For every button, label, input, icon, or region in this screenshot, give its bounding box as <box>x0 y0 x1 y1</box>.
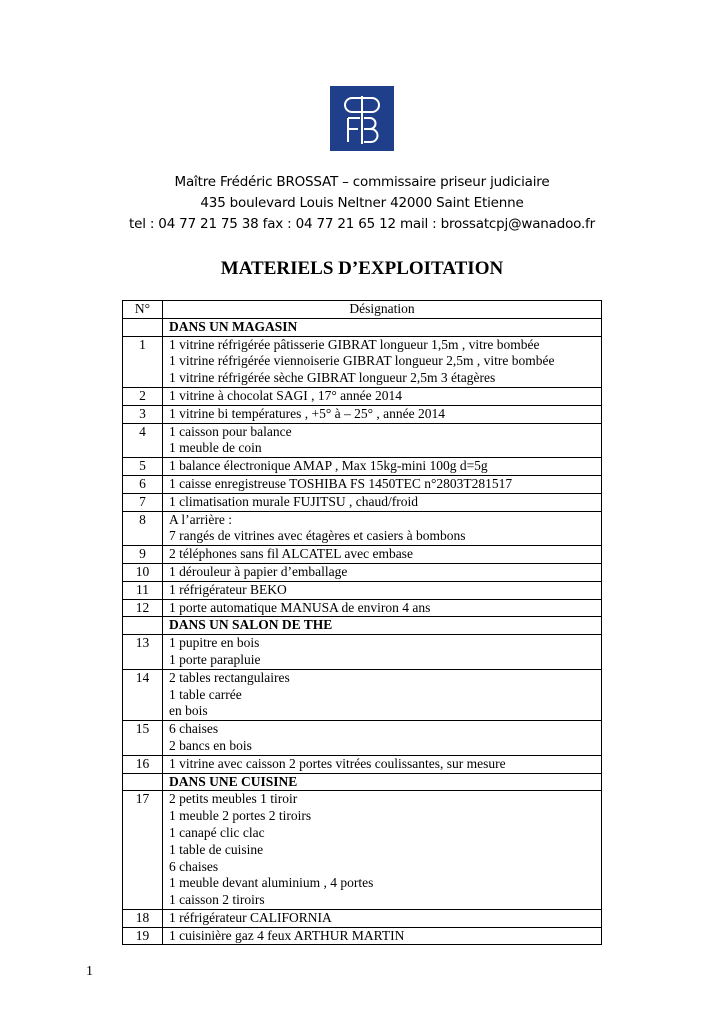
section-heading: DANS UN MAGASIN <box>163 318 602 336</box>
item-designation <box>163 909 602 927</box>
table-row <box>123 581 602 599</box>
header-address-line: 435 boulevard Louis Neltner 42000 Saint Etienne <box>200 195 524 211</box>
item-designation <box>163 475 602 493</box>
item-designation <box>163 387 602 405</box>
item-designation <box>163 927 602 945</box>
table-row <box>123 927 602 945</box>
designation-line: 1 climatisation murale FUJITSU , chaud/froid <box>169 493 418 509</box>
item-designation <box>163 635 602 670</box>
item-designation <box>163 546 602 564</box>
item-number: 9 <box>123 546 163 564</box>
item-number: 14 <box>123 669 163 720</box>
designation-line: 7 rangés de vitrines avec étagères et casiers à bombons <box>169 528 466 544</box>
designation-line: 2 téléphones sans fil ALCATEL avec embase <box>169 546 413 562</box>
designation-line: 1 cuisinière gaz 4 feux ARTHUR MARTIN <box>169 927 405 943</box>
designation-line: 1 caisse enregistreuse TOSHIBA FS 1450TEC n°2803T281517 <box>169 475 513 491</box>
designation-line: 1 meuble devant aluminium , 4 portes <box>169 875 374 891</box>
item-number: 19 <box>123 927 163 945</box>
document-title: MATERIELS D’EXPLOITATION <box>220 258 504 279</box>
item-designation <box>163 336 602 387</box>
item-number: 15 <box>123 721 163 756</box>
table-header-row <box>123 301 602 319</box>
designation-line: en bois <box>169 703 208 719</box>
designation-line: 1 caisson 2 tiroirs <box>169 892 265 908</box>
item-designation <box>163 721 602 756</box>
header-contact-line: tel : 04 77 21 75 38 fax : 04 77 21 65 12 mail : brossatcpj@wanadoo.fr <box>129 216 595 232</box>
column-header-designation: Désignation <box>163 301 602 319</box>
table-row <box>123 493 602 511</box>
item-number: 4 <box>123 423 163 458</box>
designation-line: 1 dérouleur à papier d’emballage <box>169 563 348 579</box>
section-row <box>123 318 602 336</box>
page-number: 1 <box>86 964 93 979</box>
table-row <box>123 458 602 476</box>
designation-line: A l’arrière : <box>169 511 232 527</box>
designation-line: 1 vitrine réfrigérée pâtisserie GIBRAT longueur 1,5m , vitre bombée <box>169 336 540 352</box>
item-number: 3 <box>123 405 163 423</box>
designation-line: 2 bancs en bois <box>169 737 252 753</box>
designation-line: 1 réfrigérateur BEKO <box>169 581 287 597</box>
section-heading: DANS UNE CUISINE <box>163 773 602 791</box>
section-number-cell <box>123 318 163 336</box>
column-header-number: N° <box>123 301 163 319</box>
section-number-cell <box>123 773 163 791</box>
item-number: 16 <box>123 755 163 773</box>
equipment-table <box>122 300 602 945</box>
designation-line: 6 chaises <box>169 858 219 874</box>
table-row <box>123 669 602 720</box>
item-designation <box>163 791 602 910</box>
item-designation <box>163 669 602 720</box>
designation-line: 1 vitrine réfrigérée sèche GIBRAT longueur 2,5m 3 étagères <box>169 370 496 386</box>
table-row <box>123 546 602 564</box>
designation-line: 2 petits meubles 1 tiroir <box>169 791 298 807</box>
item-designation <box>163 563 602 581</box>
designation-line: 1 porte automatique MANUSA de environ 4 ans <box>169 599 431 615</box>
item-designation <box>163 511 602 546</box>
item-number: 1 <box>123 336 163 387</box>
designation-line: 1 pupitre en bois <box>169 635 260 651</box>
table-row <box>123 387 602 405</box>
item-number: 18 <box>123 909 163 927</box>
item-designation <box>163 405 602 423</box>
designation-line: 1 vitrine bi températures , +5° à – 25° , année 2014 <box>169 405 445 421</box>
section-number-cell <box>123 617 163 635</box>
item-number: 13 <box>123 635 163 670</box>
table-row <box>123 511 602 546</box>
designation-line: 1 vitrine réfrigérée viennoiserie GIBRAT longueur 2,5m , vitre bombée <box>169 353 555 369</box>
table-row <box>123 755 602 773</box>
item-designation <box>163 581 602 599</box>
designation-line: 1 meuble de coin <box>169 440 262 456</box>
item-number: 11 <box>123 581 163 599</box>
section-row <box>123 617 602 635</box>
item-number: 12 <box>123 599 163 617</box>
auctioneer-header <box>0 172 724 235</box>
item-designation <box>163 599 602 617</box>
item-number: 8 <box>123 511 163 546</box>
header-name-line: Maître Frédéric BROSSAT – commissaire priseur judiciaire <box>174 174 550 190</box>
designation-line: 1 réfrigérateur CALIFORNIA <box>169 909 332 925</box>
designation-line: 1 porte parapluie <box>169 651 261 667</box>
table-row <box>123 405 602 423</box>
designation-line: 1 vitrine à chocolat SAGI , 17° année 2014 <box>169 387 402 403</box>
designation-line: 1 canapé clic clac <box>169 824 265 840</box>
table-row <box>123 336 602 387</box>
fb-logo <box>330 86 394 151</box>
item-designation <box>163 458 602 476</box>
designation-line: 1 balance électronique AMAP , Max 15kg-mini 100g d=5g <box>169 458 488 474</box>
item-number: 7 <box>123 493 163 511</box>
table-row <box>123 721 602 756</box>
table-row <box>123 909 602 927</box>
item-designation <box>163 423 602 458</box>
item-number: 10 <box>123 563 163 581</box>
table-row <box>123 563 602 581</box>
table-row <box>123 791 602 910</box>
section-row <box>123 773 602 791</box>
designation-line: 1 table carrée <box>169 686 242 702</box>
designation-line: 1 caisson pour balance <box>169 423 292 439</box>
item-number: 6 <box>123 475 163 493</box>
table-row <box>123 423 602 458</box>
item-number: 5 <box>123 458 163 476</box>
designation-line: 6 chaises <box>169 721 219 737</box>
table-row <box>123 635 602 670</box>
designation-line: 1 table de cuisine <box>169 841 264 857</box>
designation-line: 1 vitrine avec caisson 2 portes vitrées coulissantes, sur mesure <box>169 755 506 771</box>
table-row <box>123 599 602 617</box>
designation-line: 2 tables rectangulaires <box>169 669 290 685</box>
table-row <box>123 475 602 493</box>
item-number: 17 <box>123 791 163 910</box>
section-heading: DANS UN SALON DE THE <box>163 617 602 635</box>
item-number: 2 <box>123 387 163 405</box>
item-designation <box>163 755 602 773</box>
designation-line: 1 meuble 2 portes 2 tiroirs <box>169 808 312 824</box>
item-designation <box>163 493 602 511</box>
